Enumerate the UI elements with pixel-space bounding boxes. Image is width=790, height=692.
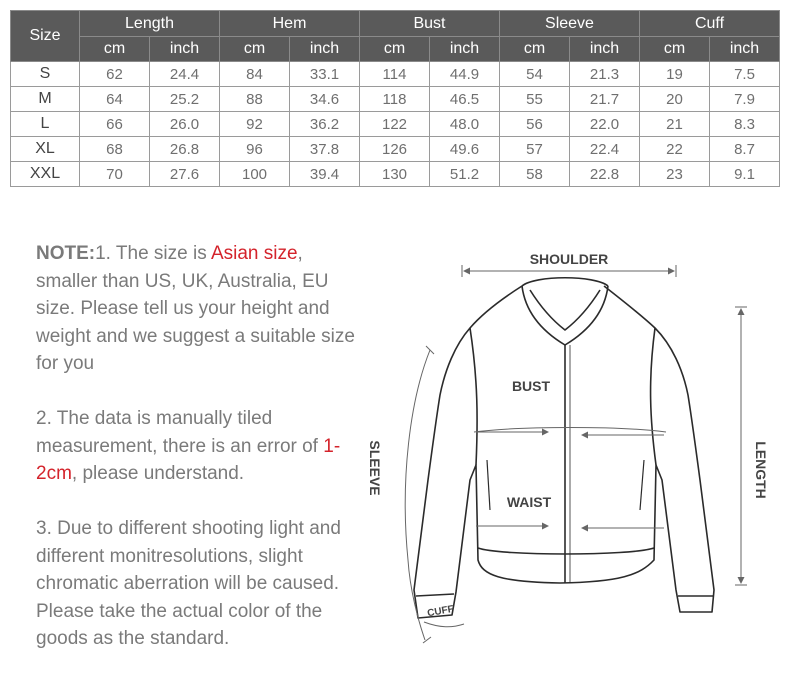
table-row [11,112,780,137]
size-chart-table [10,10,780,187]
table-cell: 126 [360,137,430,162]
size-cell: L [11,112,80,137]
size-cell: S [11,62,80,87]
table-cell: 7.5 [710,62,780,87]
bust-label: BUST [511,378,551,394]
table-cell: 55 [500,87,570,112]
size-cell: M [11,87,80,112]
table-cell: 88 [220,87,290,112]
length-label: LENGTH [753,441,769,499]
table-cell: 7.9 [710,87,780,112]
table-cell: 22.0 [570,112,640,137]
table-cell: 21.7 [570,87,640,112]
table-cell: 46.5 [430,87,500,112]
table-cell: 92 [220,112,290,137]
sleeve-label: SLEEVE [367,440,383,496]
table-cell: 58 [500,162,570,187]
note-1-text-end: , smaller than US, UK, Australia, EU size. Please tell us your height and weight and we suggest a suitable size for you [36,243,355,374]
unit-header-cm: cm [640,37,710,62]
table-cell: 54 [500,62,570,87]
table-cell: 68 [80,137,150,162]
note-1-highlight: Asian size [210,243,298,264]
table-row [11,87,780,112]
shoulder-label: SHOULDER [529,251,609,267]
table-cell: 62 [80,62,150,87]
table-cell: 39.4 [290,162,360,187]
group-header-length: Length [80,11,220,37]
table-cell: 49.6 [430,137,500,162]
table-cell: 66 [80,112,150,137]
table-cell: 22.4 [570,137,640,162]
table-cell: 130 [360,162,430,187]
waist-label: WAIST [506,494,552,510]
note-2-highlight: 1-2cm [36,435,341,484]
note-1-text-start: 1. The size is [95,243,211,264]
group-header-bust: Bust [360,11,500,37]
table-cell: 34.6 [290,87,360,112]
table-cell: 23 [640,162,710,187]
unit-header-inch: inch [290,37,360,62]
table-cell: 37.8 [290,137,360,162]
jacket-measurement-diagram [360,240,780,680]
table-cell: 26.8 [150,137,220,162]
table-cell: 64 [80,87,150,112]
table-cell: 44.9 [430,62,500,87]
table-cell: 100 [220,162,290,187]
note-label: NOTE: [36,243,96,264]
table-cell: 21 [640,112,710,137]
unit-header-inch: inch [570,37,640,62]
table-cell: 8.7 [710,137,780,162]
table-cell: 118 [360,87,430,112]
unit-header-cm: cm [500,37,570,62]
table-cell: 36.2 [290,112,360,137]
size-cell: XL [11,137,80,162]
size-header: Size [11,11,80,62]
table-cell: 33.1 [290,62,360,87]
jacket-outline [414,278,714,618]
group-header-sleeve: Sleeve [500,11,640,37]
table-row [11,62,780,87]
group-header-cuff: Cuff [640,11,780,37]
table-cell: 70 [80,162,150,187]
unit-header-inch: inch [430,37,500,62]
unit-header-cm: cm [360,37,430,62]
group-header-hem: Hem [220,11,360,37]
table-cell: 9.1 [710,162,780,187]
note-3: 3. Due to different shooting light and different monitresolutions, slight chromatic aberration will be caused. Please take the actual color of the goods as the standard. [36,518,341,649]
table-cell: 24.4 [150,62,220,87]
table-cell: 114 [360,62,430,87]
table-cell: 26.0 [150,112,220,137]
table-cell: 19 [640,62,710,87]
size-cell: XXL [11,162,80,187]
unit-header-inch: inch [710,37,780,62]
note-2-text-start: 2. The data is manually tiled measurement, there is an error of [36,408,324,457]
table-cell: 27.6 [150,162,220,187]
table-cell: 8.3 [710,112,780,137]
table-row [11,137,780,162]
table-cell: 84 [220,62,290,87]
cuff-label: CUFF [426,603,455,620]
table-row [11,162,780,187]
note-2 [36,405,366,488]
table-cell: 48.0 [430,112,500,137]
note-1 [36,240,366,378]
note-2-text-end: , please understand. [71,463,245,484]
table-cell: 56 [500,112,570,137]
unit-header-cm: cm [220,37,290,62]
table-cell: 20 [640,87,710,112]
table-cell: 122 [360,112,430,137]
table-cell: 51.2 [430,162,500,187]
unit-header-cm: cm [80,37,150,62]
table-cell: 21.3 [570,62,640,87]
table-cell: 22 [640,137,710,162]
table-cell: 22.8 [570,162,640,187]
table-cell: 57 [500,137,570,162]
table-cell: 96 [220,137,290,162]
unit-header-inch: inch [150,37,220,62]
table-cell: 25.2 [150,87,220,112]
size-notes [36,240,366,653]
